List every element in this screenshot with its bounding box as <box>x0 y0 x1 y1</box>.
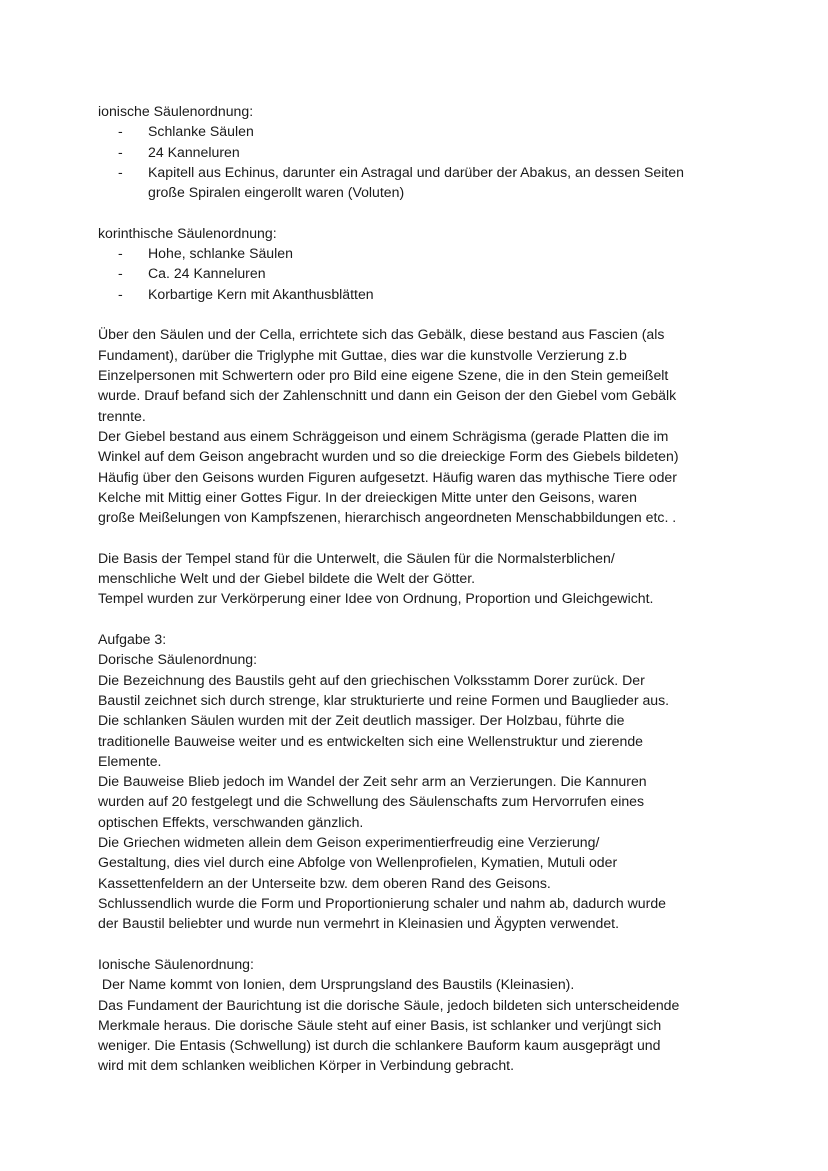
paragraph-gebaelk <box>98 324 738 527</box>
text-line: Der Giebel bestand aus einem Schräggeison und einem Schrägisma (gerade Platten die im <box>98 427 669 444</box>
list-item-text: große Spiralen eingerollt waren (Voluten) <box>148 184 405 201</box>
list-item <box>98 121 738 141</box>
corinthian-list-heading: korinthische Säulenordnung: <box>98 224 277 241</box>
text-line: wurde. Drauf befand sich der Zahlenschnitt und dann ein Geison der den Giebel vom Gebälk <box>98 387 677 404</box>
text-line: Fundament), darüber die Triglyphe mit Guttae, dies war die kunstvolle Verzierung z.b <box>98 346 627 363</box>
text-line: Häufig über den Geisons wurden Figuren aufgesetzt. Häufig waren das mythische Tiere oder <box>98 468 677 485</box>
task3-heading: Aufgabe 3: <box>98 631 167 648</box>
ionic-bullet-list <box>98 121 738 202</box>
text-line: große Meißelungen von Kampfszenen, hierarchisch angeordneten Menschabbildungen etc. . <box>98 509 677 526</box>
list-item-text: Ca. 24 Kanneluren <box>148 265 266 282</box>
spacer <box>98 934 738 954</box>
list-item <box>98 243 738 263</box>
list-item <box>98 162 738 203</box>
task3-subheading: Dorische Säulenordnung: <box>98 651 258 668</box>
spacer <box>98 527 738 547</box>
bullet-dash: - <box>118 143 123 160</box>
text-line: trennte. <box>98 407 146 424</box>
text-line: Kassettenfeldern an der Unterseite bzw. dem oberen Rand des Geisons. <box>98 874 551 891</box>
text-line: Die Bezeichnung des Baustils geht auf den griechischen Volksstamm Dorer zurück. Der <box>98 671 645 688</box>
text-line: Gestaltung, dies viel durch eine Abfolge von Wellenprofielen, Kymatien, Mutuli oder <box>98 854 618 871</box>
task3-section <box>98 629 738 933</box>
text-line: Die Basis der Tempel stand für die Unterwelt, die Säulen für die Normalsterblichen/ <box>98 549 615 566</box>
text-line: weniger. Die Entasis (Schwellung) ist durch die schlankere Bauform kaum ausgeprägt und <box>98 1037 661 1054</box>
list-item-text: Hohe, schlanke Säulen <box>148 245 293 262</box>
text-line: Das Fundament der Baurichtung ist die dorische Säule, jedoch bildeten sich unterscheidende <box>98 996 680 1013</box>
text-line: menschliche Welt und der Giebel bildete die Welt der Götter. <box>98 570 476 587</box>
bullet-dash: - <box>118 285 123 302</box>
document-page <box>98 101 738 1076</box>
list-item <box>98 284 738 304</box>
text-line: wurden auf 20 festgelegt und die Schwellung des Säulenschafts zum Hervorrufen eines <box>98 793 645 810</box>
list-item-text: 24 Kanneluren <box>148 143 240 160</box>
text-line: Die schlanken Säulen wurden mit der Zeit deutlich massiger. Der Holzbau, führte die <box>98 712 625 729</box>
text-line: Der Name kommt von Ionien, dem Ursprungsland des Baustils (Kleinasien). <box>98 976 575 993</box>
ionic-section-heading: Ionische Säulenordnung: <box>98 955 254 972</box>
text-line: Einzelpersonen mit Schwertern oder pro Bild eine eigene Szene, die in den Stein gemeißelt <box>98 367 669 384</box>
text-line: Elemente. <box>98 752 162 769</box>
text-line: Kelche mit Mittig einer Gottes Figur. In der dreieckigen Mitte unter den Geisons, waren <box>98 488 637 505</box>
list-item-text: Kapitell aus Echinus, darunter ein Astragal und darüber der Abakus, an dessen Seiten <box>148 163 684 180</box>
corinthian-bullet-list <box>98 243 738 304</box>
list-item-text: Korbartige Kern mit Akanthusblätten <box>148 285 374 302</box>
text-line: Baustil zeichnet sich durch strenge, klar strukturierte und reine Formen und Bauglieder aus. <box>98 691 670 708</box>
text-line: Die Griechen widmeten allein dem Geison experimentierfreudig eine Verzierung/ <box>98 834 600 851</box>
spacer <box>98 202 738 222</box>
text-line: der Baustil beliebter und wurde nun vermehrt in Kleinasien und Ägypten verwendet. <box>98 915 620 932</box>
text-line: wird mit dem schlanken weiblichen Körper in Verbindung gebracht. <box>98 1057 514 1074</box>
text-line: Schlussendlich wurde die Form und Proportionierung schaler und nahm ab, dadurch wurde <box>98 894 666 911</box>
bullet-dash: - <box>118 163 123 180</box>
text-line: Über den Säulen und der Cella, errichtete sich das Gebälk, diese bestand aus Fascien (als <box>98 326 665 343</box>
bullet-dash: - <box>118 123 123 140</box>
text-line: optischen Effekts, verschwanden gänzlich. <box>98 813 364 830</box>
ionic-list-heading: ionische Säulenordnung: <box>98 103 254 119</box>
paragraph-basis <box>98 548 738 609</box>
text-line: Tempel wurden zur Verkörperung einer Idee von Ordnung, Proportion und Gleichgewicht. <box>98 590 654 607</box>
bullet-dash: - <box>118 245 123 262</box>
text-line: traditionelle Bauweise weiter und es entwickelten sich eine Wellenstruktur und zierende <box>98 732 643 749</box>
list-item-text: Schlanke Säulen <box>148 123 254 140</box>
spacer <box>98 609 738 629</box>
text-line: Die Bauweise Blieb jedoch im Wandel der Zeit sehr arm an Verzierungen. Die Kannuren <box>98 773 647 790</box>
ionic-section <box>98 954 738 1076</box>
text-line: Merkmale heraus. Die dorische Säule steht auf einer Basis, ist schlanker und verjüngt sich <box>98 1016 662 1033</box>
bullet-dash: - <box>118 265 123 282</box>
list-item <box>98 142 738 162</box>
spacer <box>98 304 738 324</box>
text-line: Winkel auf dem Geison angebracht wurden und so die dreieckige Form des Giebels bildeten) <box>98 448 679 465</box>
list-item <box>98 263 738 283</box>
